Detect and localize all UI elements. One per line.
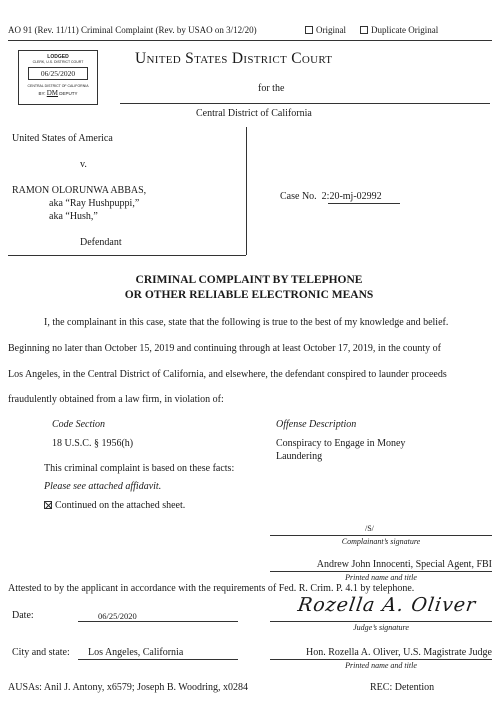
- stamp-date: 06/25/2020: [28, 67, 88, 80]
- stamp-lodged: LODGED: [47, 54, 69, 60]
- judge-name-caption: Printed name and title: [345, 661, 417, 670]
- court-district: Central District of California: [196, 108, 312, 119]
- duplicate-checkbox[interactable]: [360, 26, 368, 34]
- stamp-district: CENTRAL DISTRICT OF CALIFORNIA: [27, 84, 89, 88]
- defendant-name: RAMON OLORUNWA ABBAS,: [12, 185, 147, 196]
- original-label: Original: [316, 25, 346, 35]
- rec-detention: REC: Detention: [370, 682, 435, 693]
- original-checkbox[interactable]: [305, 26, 313, 34]
- continued-label: Continued on the attached sheet.: [55, 500, 186, 511]
- caption-divider: [246, 127, 247, 255]
- complainant-signature-caption: Complainant’s signature: [341, 537, 421, 546]
- versus: v.: [80, 159, 87, 170]
- original-option: [305, 25, 346, 35]
- stamp-by-line: BY: DM DEPUTY: [38, 89, 78, 97]
- city-state-label: City and state:: [12, 647, 70, 658]
- complainant-printed-name: Andrew John Innocenti, Special Agent, FBI: [316, 559, 492, 570]
- form-number: AO 91 (Rev. 11/11) Criminal Complaint (Rev. by USAO on 3/12/20): [8, 25, 257, 35]
- date-value: 06/25/2020: [98, 611, 137, 621]
- header-rule: [8, 40, 492, 41]
- body-line-4: fraudulently obtained from a law firm, in violation of:: [8, 394, 224, 405]
- duplicate-label: Duplicate Original: [371, 25, 439, 35]
- judge-signature-rule: [270, 621, 492, 622]
- judge-name-rule: [270, 659, 492, 660]
- judge-signature: Rozella A. Oliver: [296, 594, 478, 616]
- duplicate-option: [360, 25, 438, 35]
- date-rule: [78, 621, 238, 622]
- continued-sheet: [44, 500, 185, 511]
- complaint-title-line-1: CRIMINAL COMPLAINT BY TELEPHONE: [135, 274, 363, 286]
- judge-signature-caption: Judge’s signature: [353, 623, 409, 632]
- for-the: for the: [258, 83, 285, 94]
- code-section-value: 18 U.S.C. § 1956(h): [52, 438, 134, 449]
- city-state-value: Los Angeles, California: [88, 647, 184, 658]
- body-line-2: Beginning no later than October 15, 2019 and continuing through at least October 17, 2019, in the county of: [8, 343, 441, 354]
- court-name: United States District Court: [135, 50, 333, 67]
- defendant-aka-1: aka “Ray Hushpuppi,”: [49, 198, 140, 209]
- case-number: [280, 191, 382, 202]
- case-value: 2:20-mj-02992: [321, 191, 382, 202]
- case-label: Case No.: [280, 191, 317, 202]
- offense-description-header: Offense Description: [276, 419, 357, 430]
- complainant-name-caption: Printed name and title: [345, 573, 417, 582]
- offense-description-line-2: Laundering: [276, 451, 323, 462]
- continued-checkbox[interactable]: [44, 501, 52, 509]
- case-number-rule: [328, 203, 400, 204]
- defendant-label: Defendant: [80, 237, 122, 248]
- caption-rule: [8, 255, 246, 256]
- court-rule: [120, 103, 490, 104]
- stamp-clerk: CLERK, U.S. DISTRICT COURT: [32, 60, 84, 64]
- stamp-initials: DM: [46, 89, 59, 97]
- complainant-name-rule: [270, 571, 492, 572]
- lodged-stamp: [18, 50, 98, 105]
- facts-statement: This criminal complaint is based on these facts:: [44, 463, 235, 474]
- city-state-rule: [78, 659, 238, 660]
- see-affidavit: Please see attached affidavit.: [44, 481, 162, 492]
- judge-printed-name: Hon. Rozella A. Oliver, U.S. Magistrate Judge: [306, 647, 492, 658]
- complaint-title-line-2: OR OTHER RELIABLE ELECTRONIC MEANS: [124, 289, 374, 301]
- complainant-signature-rule: [270, 535, 492, 536]
- date-label: Date:: [12, 610, 34, 621]
- body-line-1: I, the complainant in this case, state that the following is true to the best of my knowledge and belief.: [44, 317, 449, 328]
- offense-description-line-1: Conspiracy to Engage in Money: [276, 438, 406, 449]
- ausas: AUSAs: Anil J. Antony, x6579; Joseph B. Woodring, x0284: [8, 682, 249, 693]
- attestation: Attested to by the applicant in accordance with the requirements of Fed. R. Crim. P. 4.1 by telephone.: [8, 583, 415, 594]
- plaintiff: United States of America: [12, 133, 113, 144]
- body-line-3: Los Angeles, in the Central District of California, and elsewhere, the defendant conspired to launder proceeds: [8, 369, 447, 380]
- code-section-header: Code Section: [52, 419, 106, 430]
- defendant-aka-2: aka “Hush,”: [49, 211, 98, 222]
- complainant-signature: /S/: [365, 524, 374, 533]
